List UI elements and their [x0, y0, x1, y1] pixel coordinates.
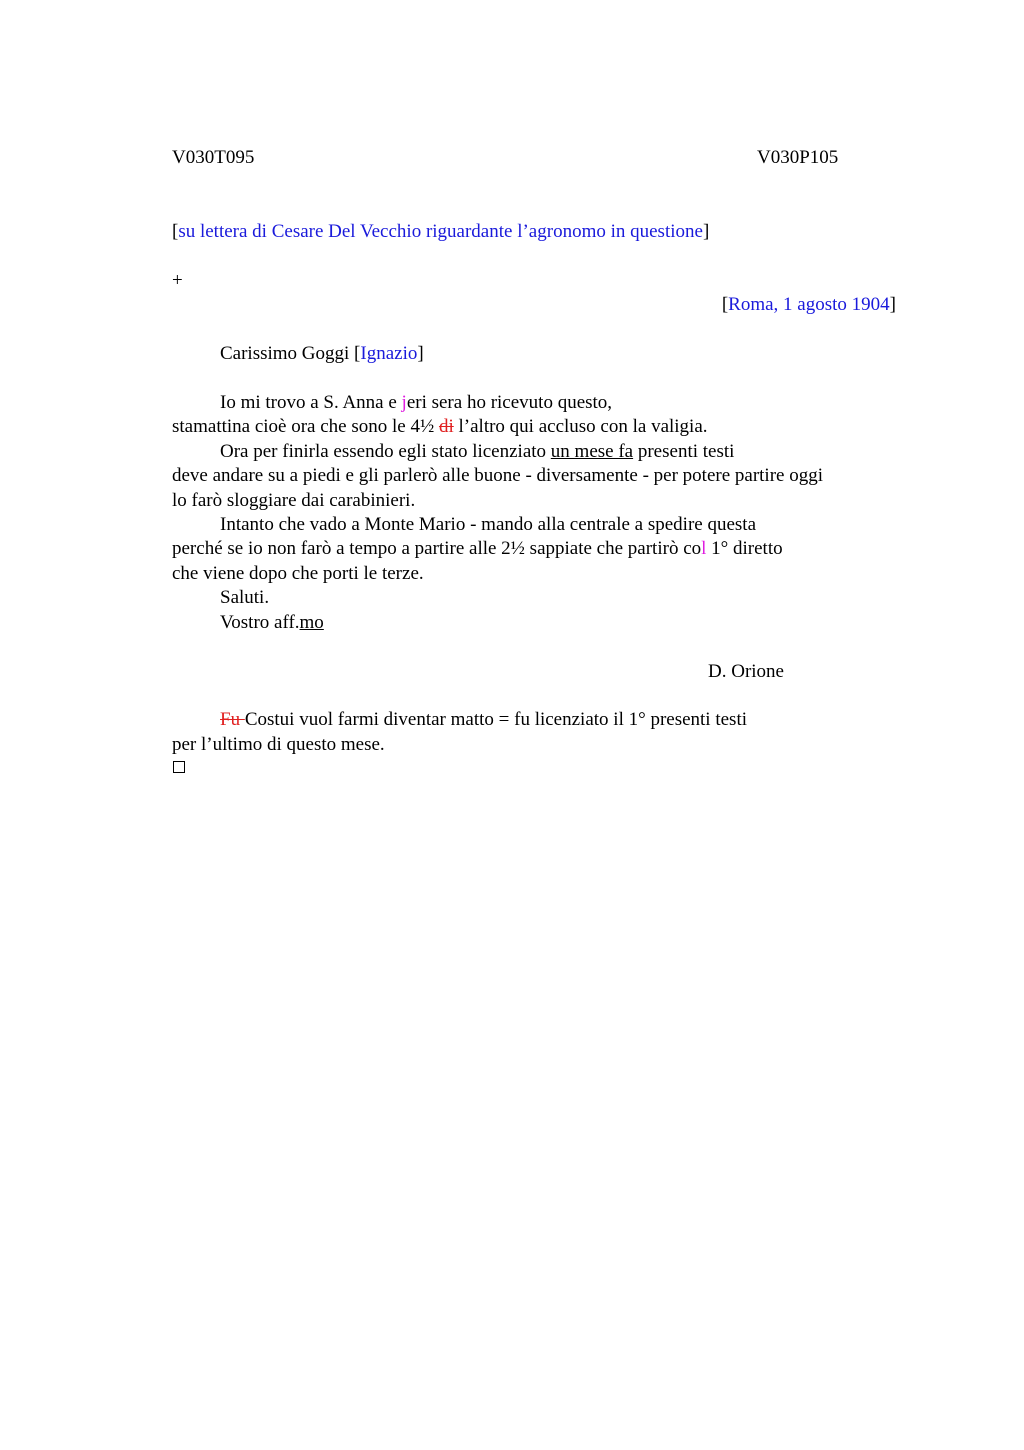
text-run: presenti testi [633, 441, 735, 462]
text-run: 1° diretto [706, 538, 783, 559]
body-line-5: lo farò sloggiare dai carabinieri. [172, 490, 416, 511]
date-line [722, 293, 896, 317]
text-run: perché se io non farò a tempo a partire alle 2½ sappiate che partirò co [172, 538, 702, 559]
bracket-close: ] [417, 343, 424, 364]
right-code: V030P105 [757, 147, 839, 168]
body-line-1 [220, 391, 612, 415]
body-line-6: Intanto che vado a Monte Mario - mando alla centrale a spedire questa [220, 514, 757, 535]
bracket-open: [ [172, 221, 179, 242]
salutation [220, 342, 424, 366]
bracket-close: ] [889, 294, 896, 315]
text-run: Costui vuol farmi diventar matto = fu licenziato il 1° presenti testi [244, 709, 748, 730]
text-run: Vostro aff. [220, 612, 300, 633]
body-line-3 [220, 440, 734, 464]
body-line-7 [172, 537, 783, 561]
body-line-2 [172, 415, 708, 439]
deleted-word: Fu [220, 709, 245, 730]
signature: D. Orione [708, 661, 784, 682]
text-run: Io mi trovo a S. Anna e [220, 392, 402, 413]
left-code: V030T095 [172, 147, 255, 168]
postscript-line-2: per l’ultimo di questo mese. [172, 734, 385, 755]
bracket-close: ] [702, 221, 710, 242]
underlined-text: un mese fa [550, 441, 634, 462]
text-run: stamattina cioè ora che sono le 4½ [172, 416, 439, 437]
date-text: Roma, 1 agosto 1904 [728, 294, 890, 315]
postscript-line-1 [220, 708, 747, 732]
closing [220, 611, 324, 635]
correction-letter: j [401, 392, 407, 413]
body-line-4: deve andare su a piedi e gli parlerò alle buone - diversamente - per potere partire oggi [172, 465, 823, 486]
note-text: su lettera di Cesare Del Vecchio riguardante l’agronomo in questione [178, 221, 703, 242]
body-line-9: Saluti. [220, 587, 270, 608]
cross-mark: + [172, 270, 183, 291]
end-mark [173, 761, 185, 773]
bracket-open: [ [721, 294, 729, 315]
underlined-text: mo [299, 612, 324, 633]
body-line-8: che viene dopo che porti le terze. [172, 563, 424, 584]
correction-letter: l [701, 538, 707, 559]
deleted-word: di [438, 416, 454, 437]
salutation-name: Ignazio [360, 343, 418, 364]
text-run: l’altro qui accluso con la valigia. [453, 416, 708, 437]
text-run: eri sera ho ricevuto questo, [406, 392, 613, 413]
text-run: Ora per finirla essendo egli stato licenziato [220, 441, 551, 462]
salutation-text: Carissimo Goggi [ [220, 343, 361, 364]
editorial-note [172, 220, 709, 244]
